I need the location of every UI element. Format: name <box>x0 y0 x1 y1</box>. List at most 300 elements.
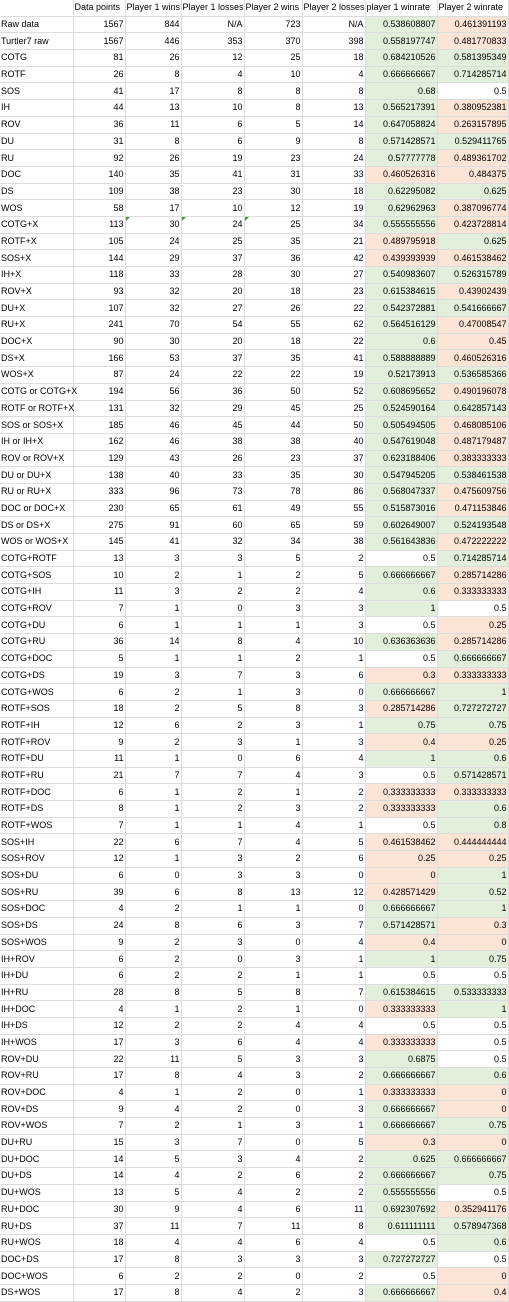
player2-winrate-cell[interactable]: 0 <box>437 1134 508 1151</box>
player2-losses-cell[interactable]: 34 <box>302 216 365 233</box>
player1-winrate-cell[interactable]: 0.666666667 <box>365 901 437 918</box>
player2-winrate-cell[interactable]: 0.625 <box>437 233 508 250</box>
player1-winrate-cell[interactable]: 0.611111111 <box>365 1218 437 1235</box>
player1-losses-cell[interactable]: 28 <box>181 267 244 284</box>
player1-wins-cell[interactable]: 3 <box>125 667 181 684</box>
player1-winrate-cell[interactable]: 0.62962963 <box>365 200 437 217</box>
player2-wins-cell[interactable]: 23 <box>244 450 302 467</box>
player2-wins-cell[interactable]: 6 <box>244 1168 302 1185</box>
data-points-cell[interactable]: 8 <box>73 801 125 818</box>
player1-wins-cell[interactable]: 4 <box>125 1234 181 1251</box>
row-label-cell[interactable]: SOS+WOS <box>0 934 73 951</box>
player1-wins-cell[interactable]: 1 <box>125 750 181 767</box>
row-label-cell[interactable]: ROTF+DOC <box>0 784 73 801</box>
player2-wins-cell[interactable]: 11 <box>244 1218 302 1235</box>
player1-losses-cell[interactable]: 2 <box>181 1084 244 1101</box>
player1-wins-cell[interactable]: 65 <box>125 500 181 517</box>
player2-winrate-cell[interactable]: 0.533333333 <box>437 984 508 1001</box>
player2-winrate-cell[interactable]: 0.5 <box>437 600 508 617</box>
player1-wins-cell[interactable]: 1 <box>125 600 181 617</box>
player2-losses-cell[interactable]: 5 <box>302 1134 365 1151</box>
player1-wins-cell[interactable]: 1 <box>125 1001 181 1018</box>
player1-losses-cell[interactable]: 24 <box>181 216 244 233</box>
player1-winrate-cell[interactable]: 0.615384615 <box>365 283 437 300</box>
player2-winrate-cell[interactable]: 0.75 <box>437 951 508 968</box>
player2-losses-cell[interactable]: 19 <box>302 367 365 384</box>
player2-winrate-cell[interactable]: 0.4 <box>437 1284 508 1301</box>
player1-losses-cell[interactable]: 2 <box>181 1268 244 1285</box>
player1-wins-cell[interactable]: 70 <box>125 317 181 334</box>
data-points-cell[interactable]: 14 <box>73 1168 125 1185</box>
data-points-cell[interactable]: 145 <box>73 534 125 551</box>
player2-wins-cell[interactable]: 36 <box>244 250 302 267</box>
player1-losses-cell[interactable]: 7 <box>181 667 244 684</box>
player2-wins-cell[interactable]: 13 <box>244 884 302 901</box>
player2-winrate-cell[interactable]: 0.714285714 <box>437 66 508 83</box>
player1-winrate-cell[interactable]: 0.489795918 <box>365 233 437 250</box>
player1-losses-cell[interactable]: 8 <box>181 634 244 651</box>
player1-winrate-cell[interactable]: 0.547945205 <box>365 467 437 484</box>
player2-wins-cell[interactable]: 1 <box>244 967 302 984</box>
player2-wins-cell[interactable]: 34 <box>244 534 302 551</box>
player2-wins-cell[interactable]: 4 <box>244 1034 302 1051</box>
player2-losses-cell[interactable]: 2 <box>302 1168 365 1185</box>
player1-losses-cell[interactable]: 8 <box>181 83 244 100</box>
player2-losses-cell[interactable]: 30 <box>302 467 365 484</box>
row-label-cell[interactable]: DS or DS+X <box>0 517 73 534</box>
player2-wins-cell[interactable]: 4 <box>244 634 302 651</box>
row-label-cell[interactable]: WOS <box>0 200 73 217</box>
player1-wins-cell[interactable]: 40 <box>125 467 181 484</box>
player1-wins-cell[interactable]: 46 <box>125 433 181 450</box>
row-label-cell[interactable]: ROV <box>0 116 73 133</box>
player1-losses-cell[interactable]: 4 <box>181 1234 244 1251</box>
player2-losses-cell[interactable]: 6 <box>302 851 365 868</box>
data-points-cell[interactable]: 4 <box>73 901 125 918</box>
player1-wins-cell[interactable]: 2 <box>125 734 181 751</box>
player2-wins-cell[interactable]: 78 <box>244 483 302 500</box>
player1-losses-cell[interactable]: 4 <box>181 1284 244 1301</box>
row-label-cell[interactable]: IH+DOC <box>0 1001 73 1018</box>
player1-wins-cell[interactable]: 844 <box>125 16 181 33</box>
row-label-cell[interactable]: COTG+RU <box>0 634 73 651</box>
row-label-cell[interactable]: DU+DOC <box>0 1151 73 1168</box>
player2-wins-cell[interactable]: 2 <box>244 650 302 667</box>
player1-losses-cell[interactable]: 2 <box>181 801 244 818</box>
player1-losses-cell[interactable]: 0 <box>181 600 244 617</box>
player2-losses-cell[interactable]: 1 <box>302 717 365 734</box>
player2-wins-cell[interactable]: 12 <box>244 200 302 217</box>
player2-wins-cell[interactable]: 55 <box>244 317 302 334</box>
player1-losses-cell[interactable]: 23 <box>181 183 244 200</box>
player1-winrate-cell[interactable]: 0.6875 <box>365 1051 437 1068</box>
player1-losses-cell[interactable]: 6 <box>181 116 244 133</box>
player2-wins-cell[interactable]: 8 <box>244 984 302 1001</box>
player1-losses-cell[interactable]: 41 <box>181 166 244 183</box>
row-label-cell[interactable]: IH+DU <box>0 967 73 984</box>
header-player2-wins[interactable]: Player 2 wins <box>244 0 302 16</box>
data-points-cell[interactable]: 129 <box>73 450 125 467</box>
player2-winrate-cell[interactable]: 1 <box>437 684 508 701</box>
player2-losses-cell[interactable]: 0 <box>302 1001 365 1018</box>
player2-winrate-cell[interactable]: 0.5 <box>437 1017 508 1034</box>
player1-losses-cell[interactable]: 6 <box>181 1034 244 1051</box>
player2-wins-cell[interactable]: 4 <box>244 1017 302 1034</box>
player2-losses-cell[interactable]: 1 <box>302 1084 365 1101</box>
row-label-cell[interactable]: ROTF+WOS <box>0 817 73 834</box>
player1-winrate-cell[interactable]: 0.561643836 <box>365 534 437 551</box>
player2-wins-cell[interactable]: 0 <box>244 1101 302 1118</box>
player2-losses-cell[interactable]: 5 <box>302 834 365 851</box>
player2-wins-cell[interactable]: 6 <box>244 750 302 767</box>
player1-winrate-cell[interactable]: 0.666666667 <box>365 1101 437 1118</box>
row-label-cell[interactable]: DS <box>0 183 73 200</box>
player1-losses-cell[interactable]: 353 <box>181 33 244 50</box>
player1-losses-cell[interactable]: 37 <box>181 250 244 267</box>
data-points-cell[interactable]: 6 <box>73 867 125 884</box>
player1-winrate-cell[interactable]: 0.615384615 <box>365 984 437 1001</box>
player1-winrate-cell[interactable]: 0.647058824 <box>365 116 437 133</box>
row-label-cell[interactable]: SOS <box>0 83 73 100</box>
player2-wins-cell[interactable]: 31 <box>244 166 302 183</box>
player1-losses-cell[interactable]: 0 <box>181 750 244 767</box>
player2-winrate-cell[interactable]: 0.642857143 <box>437 400 508 417</box>
data-points-cell[interactable]: 21 <box>73 767 125 784</box>
row-label-cell[interactable]: SOS+IH <box>0 834 73 851</box>
player2-losses-cell[interactable]: 1 <box>302 967 365 984</box>
player1-losses-cell[interactable]: 1 <box>181 650 244 667</box>
player2-losses-cell[interactable]: 2 <box>302 1184 365 1201</box>
player1-losses-cell[interactable]: 45 <box>181 417 244 434</box>
player2-losses-cell[interactable]: 2 <box>302 1068 365 1085</box>
row-label-cell[interactable]: DS+WOS <box>0 1284 73 1301</box>
player1-wins-cell[interactable]: 26 <box>125 150 181 167</box>
player2-wins-cell[interactable]: 0 <box>244 1134 302 1151</box>
player1-wins-cell[interactable]: 8 <box>125 66 181 83</box>
player1-winrate-cell[interactable]: 0.571428571 <box>365 133 437 150</box>
player2-losses-cell[interactable]: 33 <box>302 166 365 183</box>
data-points-cell[interactable]: 44 <box>73 100 125 117</box>
player2-losses-cell[interactable]: 3 <box>302 1251 365 1268</box>
data-points-cell[interactable]: 109 <box>73 183 125 200</box>
player1-wins-cell[interactable]: 8 <box>125 1068 181 1085</box>
player2-losses-cell[interactable]: 8 <box>302 133 365 150</box>
player1-losses-cell[interactable]: 6 <box>181 917 244 934</box>
data-points-cell[interactable]: 22 <box>73 1051 125 1068</box>
player2-winrate-cell[interactable]: 0.25 <box>437 617 508 634</box>
player1-winrate-cell[interactable]: 0.666666667 <box>365 1118 437 1135</box>
player2-wins-cell[interactable]: 3 <box>244 801 302 818</box>
player2-wins-cell[interactable]: 9 <box>244 133 302 150</box>
player2-winrate-cell[interactable]: 0.263157895 <box>437 116 508 133</box>
player2-losses-cell[interactable]: 8 <box>302 83 365 100</box>
player1-losses-cell[interactable]: N/A <box>181 16 244 33</box>
player1-wins-cell[interactable]: 2 <box>125 1017 181 1034</box>
data-points-cell[interactable]: 81 <box>73 50 125 67</box>
player1-wins-cell[interactable]: 41 <box>125 534 181 551</box>
row-label-cell[interactable]: SOS or SOS+X <box>0 417 73 434</box>
data-points-cell[interactable]: 6 <box>73 951 125 968</box>
player1-losses-cell[interactable]: 2 <box>181 1101 244 1118</box>
player2-winrate-cell[interactable]: 0 <box>437 934 508 951</box>
data-points-cell[interactable]: 7 <box>73 817 125 834</box>
player1-wins-cell[interactable]: 56 <box>125 383 181 400</box>
row-label-cell[interactable]: ROV+DS <box>0 1101 73 1118</box>
player2-winrate-cell[interactable]: 0.6 <box>437 750 508 767</box>
player1-winrate-cell[interactable]: 0.666666667 <box>365 567 437 584</box>
player1-wins-cell[interactable]: 24 <box>125 233 181 250</box>
player1-losses-cell[interactable]: 19 <box>181 150 244 167</box>
player2-wins-cell[interactable]: 1 <box>244 784 302 801</box>
player1-losses-cell[interactable]: 27 <box>181 300 244 317</box>
player2-wins-cell[interactable]: 30 <box>244 183 302 200</box>
player2-winrate-cell[interactable]: 0.461391193 <box>437 16 508 33</box>
player2-wins-cell[interactable]: 4 <box>244 1151 302 1168</box>
player2-losses-cell[interactable]: 38 <box>302 534 365 551</box>
player2-wins-cell[interactable]: 2 <box>244 1284 302 1301</box>
player2-winrate-cell[interactable]: 0.714285714 <box>437 550 508 567</box>
data-points-cell[interactable]: 6 <box>73 617 125 634</box>
player1-winrate-cell[interactable]: 0.692307692 <box>365 1201 437 1218</box>
player1-losses-cell[interactable]: 7 <box>181 767 244 784</box>
player2-losses-cell[interactable]: 25 <box>302 400 365 417</box>
player2-winrate-cell[interactable]: 0.468085106 <box>437 417 508 434</box>
data-points-cell[interactable]: 13 <box>73 550 125 567</box>
player1-losses-cell[interactable]: 2 <box>181 1001 244 1018</box>
player2-losses-cell[interactable]: 4 <box>302 1034 365 1051</box>
player1-winrate-cell[interactable]: 0.558197747 <box>365 33 437 50</box>
player1-wins-cell[interactable]: 32 <box>125 283 181 300</box>
row-label-cell[interactable]: RU+X <box>0 317 73 334</box>
data-points-cell[interactable]: 113 <box>73 216 125 233</box>
player2-wins-cell[interactable]: 1 <box>244 1001 302 1018</box>
row-label-cell[interactable]: ROTF <box>0 66 73 83</box>
player1-winrate-cell[interactable]: 0.5 <box>365 617 437 634</box>
player2-winrate-cell[interactable]: 0.52 <box>437 884 508 901</box>
player1-winrate-cell[interactable]: 0.608695652 <box>365 383 437 400</box>
player1-losses-cell[interactable]: 1 <box>181 1118 244 1135</box>
player1-losses-cell[interactable]: 3 <box>181 1251 244 1268</box>
player2-winrate-cell[interactable]: 0.461538462 <box>437 250 508 267</box>
player2-losses-cell[interactable]: 40 <box>302 433 365 450</box>
header-data-points[interactable]: Data points <box>73 0 125 16</box>
data-points-cell[interactable]: 92 <box>73 150 125 167</box>
player2-winrate-cell[interactable]: 0.475609756 <box>437 483 508 500</box>
player1-winrate-cell[interactable]: 0.6 <box>365 333 437 350</box>
data-points-cell[interactable]: 166 <box>73 350 125 367</box>
player1-wins-cell[interactable]: 0 <box>125 867 181 884</box>
row-label-cell[interactable]: WOS+X <box>0 367 73 384</box>
player1-losses-cell[interactable]: 4 <box>181 1068 244 1085</box>
row-label-cell[interactable]: IH or IH+X <box>0 433 73 450</box>
player2-winrate-cell[interactable]: 0.571428571 <box>437 767 508 784</box>
player2-losses-cell[interactable]: 10 <box>302 634 365 651</box>
player2-losses-cell[interactable]: 8 <box>302 1218 365 1235</box>
player1-winrate-cell[interactable]: 0.564516129 <box>365 317 437 334</box>
player2-losses-cell[interactable]: 0 <box>302 901 365 918</box>
player2-wins-cell[interactable]: 49 <box>244 500 302 517</box>
player2-losses-cell[interactable]: 0 <box>302 684 365 701</box>
row-label-cell[interactable]: ROTF+DU <box>0 750 73 767</box>
player2-winrate-cell[interactable]: 0.333333333 <box>437 584 508 601</box>
row-label-cell[interactable]: ROV+DU <box>0 1051 73 1068</box>
data-points-cell[interactable]: 107 <box>73 300 125 317</box>
player1-winrate-cell[interactable]: 0.515873016 <box>365 500 437 517</box>
player2-losses-cell[interactable]: 18 <box>302 50 365 67</box>
player2-winrate-cell[interactable]: 0.380952381 <box>437 100 508 117</box>
data-points-cell[interactable]: 17 <box>73 1284 125 1301</box>
player1-wins-cell[interactable]: 5 <box>125 1151 181 1168</box>
row-label-cell[interactable]: ROV or ROV+X <box>0 450 73 467</box>
player2-wins-cell[interactable]: 10 <box>244 66 302 83</box>
row-label-cell[interactable]: IH+RU <box>0 984 73 1001</box>
row-label-cell[interactable]: COTG+SOS <box>0 567 73 584</box>
player1-winrate-cell[interactable]: 0.636363636 <box>365 634 437 651</box>
player1-losses-cell[interactable]: 33 <box>181 467 244 484</box>
player1-winrate-cell[interactable]: 0.684210526 <box>365 50 437 67</box>
player1-wins-cell[interactable]: 17 <box>125 83 181 100</box>
player2-wins-cell[interactable]: 44 <box>244 417 302 434</box>
player2-losses-cell[interactable]: 23 <box>302 283 365 300</box>
player1-winrate-cell[interactable]: 0.555555556 <box>365 1184 437 1201</box>
player1-winrate-cell[interactable]: 0.727272727 <box>365 1251 437 1268</box>
data-points-cell[interactable]: 275 <box>73 517 125 534</box>
player2-losses-cell[interactable]: 4 <box>302 750 365 767</box>
player1-wins-cell[interactable]: 33 <box>125 267 181 284</box>
player1-wins-cell[interactable]: 53 <box>125 350 181 367</box>
player2-wins-cell[interactable]: 4 <box>244 817 302 834</box>
data-points-cell[interactable]: 5 <box>73 650 125 667</box>
player2-winrate-cell[interactable]: 1 <box>437 867 508 884</box>
player1-wins-cell[interactable]: 1 <box>125 617 181 634</box>
data-points-cell[interactable]: 12 <box>73 717 125 734</box>
header-player2-losses[interactable]: Player 2 losses <box>302 0 365 16</box>
row-label-cell[interactable]: ROTF+ROV <box>0 734 73 751</box>
player1-winrate-cell[interactable]: 0.666666667 <box>365 1068 437 1085</box>
data-points-cell[interactable]: 185 <box>73 417 125 434</box>
player1-losses-cell[interactable]: 10 <box>181 200 244 217</box>
player2-wins-cell[interactable]: 22 <box>244 367 302 384</box>
data-points-cell[interactable]: 6 <box>73 967 125 984</box>
row-label-cell[interactable]: SOS+DU <box>0 867 73 884</box>
player1-losses-cell[interactable]: 36 <box>181 383 244 400</box>
player2-winrate-cell[interactable]: 0.524193548 <box>437 517 508 534</box>
player1-wins-cell[interactable]: 32 <box>125 300 181 317</box>
data-points-cell[interactable]: 24 <box>73 917 125 934</box>
player2-wins-cell[interactable]: 3 <box>244 667 302 684</box>
player2-wins-cell[interactable]: 65 <box>244 517 302 534</box>
row-label-cell[interactable]: RU+WOS <box>0 1234 73 1251</box>
player2-losses-cell[interactable]: 2 <box>302 801 365 818</box>
player2-winrate-cell[interactable]: 0.484375 <box>437 166 508 183</box>
row-label-cell[interactable]: ROTF+RU <box>0 767 73 784</box>
player2-winrate-cell[interactable]: 0.489361702 <box>437 150 508 167</box>
player2-wins-cell[interactable]: 26 <box>244 300 302 317</box>
player1-winrate-cell[interactable]: 0.460526316 <box>365 166 437 183</box>
data-points-cell[interactable]: 6 <box>73 784 125 801</box>
player1-wins-cell[interactable]: 2 <box>125 684 181 701</box>
player2-wins-cell[interactable]: 4 <box>244 834 302 851</box>
player1-wins-cell[interactable]: 38 <box>125 183 181 200</box>
player2-wins-cell[interactable]: 2 <box>244 567 302 584</box>
player2-losses-cell[interactable]: 4 <box>302 1234 365 1251</box>
player1-losses-cell[interactable]: 2 <box>181 784 244 801</box>
row-label-cell[interactable]: COTG+X <box>0 216 73 233</box>
data-points-cell[interactable]: 58 <box>73 200 125 217</box>
player2-wins-cell[interactable]: 3 <box>244 600 302 617</box>
row-label-cell[interactable]: DOC+WOS <box>0 1268 73 1285</box>
player1-wins-cell[interactable]: 2 <box>125 951 181 968</box>
player2-winrate-cell[interactable]: 0.481770833 <box>437 33 508 50</box>
data-points-cell[interactable]: 241 <box>73 317 125 334</box>
row-label-cell[interactable]: ROV+WOS <box>0 1118 73 1135</box>
player1-winrate-cell[interactable]: 0.666666667 <box>365 684 437 701</box>
player1-winrate-cell[interactable]: 0.568047337 <box>365 483 437 500</box>
player1-losses-cell[interactable]: 3 <box>181 734 244 751</box>
data-points-cell[interactable]: 162 <box>73 433 125 450</box>
data-points-cell[interactable]: 36 <box>73 634 125 651</box>
data-points-cell[interactable]: 30 <box>73 1201 125 1218</box>
player1-losses-cell[interactable]: 4 <box>181 66 244 83</box>
player1-winrate-cell[interactable]: 0.540983607 <box>365 267 437 284</box>
player1-winrate-cell[interactable]: 0.6 <box>365 584 437 601</box>
player2-losses-cell[interactable]: 3 <box>302 1051 365 1068</box>
player1-wins-cell[interactable]: 46 <box>125 417 181 434</box>
player1-winrate-cell[interactable]: 0.25 <box>365 851 437 868</box>
row-label-cell[interactable]: COTG+WOS <box>0 684 73 701</box>
player2-winrate-cell[interactable]: 0.6 <box>437 1234 508 1251</box>
player1-losses-cell[interactable]: 4 <box>181 1201 244 1218</box>
row-label-cell[interactable]: COTG+DOC <box>0 650 73 667</box>
player1-losses-cell[interactable]: 20 <box>181 333 244 350</box>
row-label-cell[interactable]: ROV+X <box>0 283 73 300</box>
player1-losses-cell[interactable]: 32 <box>181 534 244 551</box>
player1-wins-cell[interactable]: 29 <box>125 250 181 267</box>
data-points-cell[interactable]: 1567 <box>73 33 125 50</box>
player1-winrate-cell[interactable]: 0.565217391 <box>365 100 437 117</box>
player1-winrate-cell[interactable]: 0.285714286 <box>365 700 437 717</box>
player1-wins-cell[interactable]: 1 <box>125 784 181 801</box>
player1-losses-cell[interactable]: 73 <box>181 483 244 500</box>
player1-losses-cell[interactable]: 1 <box>181 684 244 701</box>
player1-wins-cell[interactable]: 3 <box>125 1034 181 1051</box>
player2-losses-cell[interactable]: N/A <box>302 16 365 33</box>
player2-losses-cell[interactable]: 62 <box>302 317 365 334</box>
player2-winrate-cell[interactable]: 0.460526316 <box>437 350 508 367</box>
player1-wins-cell[interactable]: 8 <box>125 917 181 934</box>
header-player1-winrate[interactable]: player 1 winrate <box>365 0 437 16</box>
player1-wins-cell[interactable]: 8 <box>125 1284 181 1301</box>
player1-winrate-cell[interactable]: 0.5 <box>365 550 437 567</box>
player2-wins-cell[interactable]: 0 <box>244 934 302 951</box>
player1-losses-cell[interactable]: 5 <box>181 1051 244 1068</box>
player1-wins-cell[interactable]: 11 <box>125 1218 181 1235</box>
row-label-cell[interactable]: Raw data <box>0 16 73 33</box>
player2-losses-cell[interactable]: 3 <box>302 1101 365 1118</box>
player1-wins-cell[interactable]: 446 <box>125 33 181 50</box>
player2-wins-cell[interactable]: 25 <box>244 216 302 233</box>
data-points-cell[interactable]: 131 <box>73 400 125 417</box>
player1-losses-cell[interactable]: 54 <box>181 317 244 334</box>
data-points-cell[interactable]: 11 <box>73 750 125 767</box>
row-label-cell[interactable]: RU+DOC <box>0 1201 73 1218</box>
player2-winrate-cell[interactable]: 0.5 <box>437 1051 508 1068</box>
player2-winrate-cell[interactable]: 0.5 <box>437 1251 508 1268</box>
player2-winrate-cell[interactable]: 0.6 <box>437 801 508 818</box>
data-points-cell[interactable]: 1567 <box>73 16 125 33</box>
row-label-cell[interactable]: DU+WOS <box>0 1184 73 1201</box>
data-points-cell[interactable]: 9 <box>73 734 125 751</box>
